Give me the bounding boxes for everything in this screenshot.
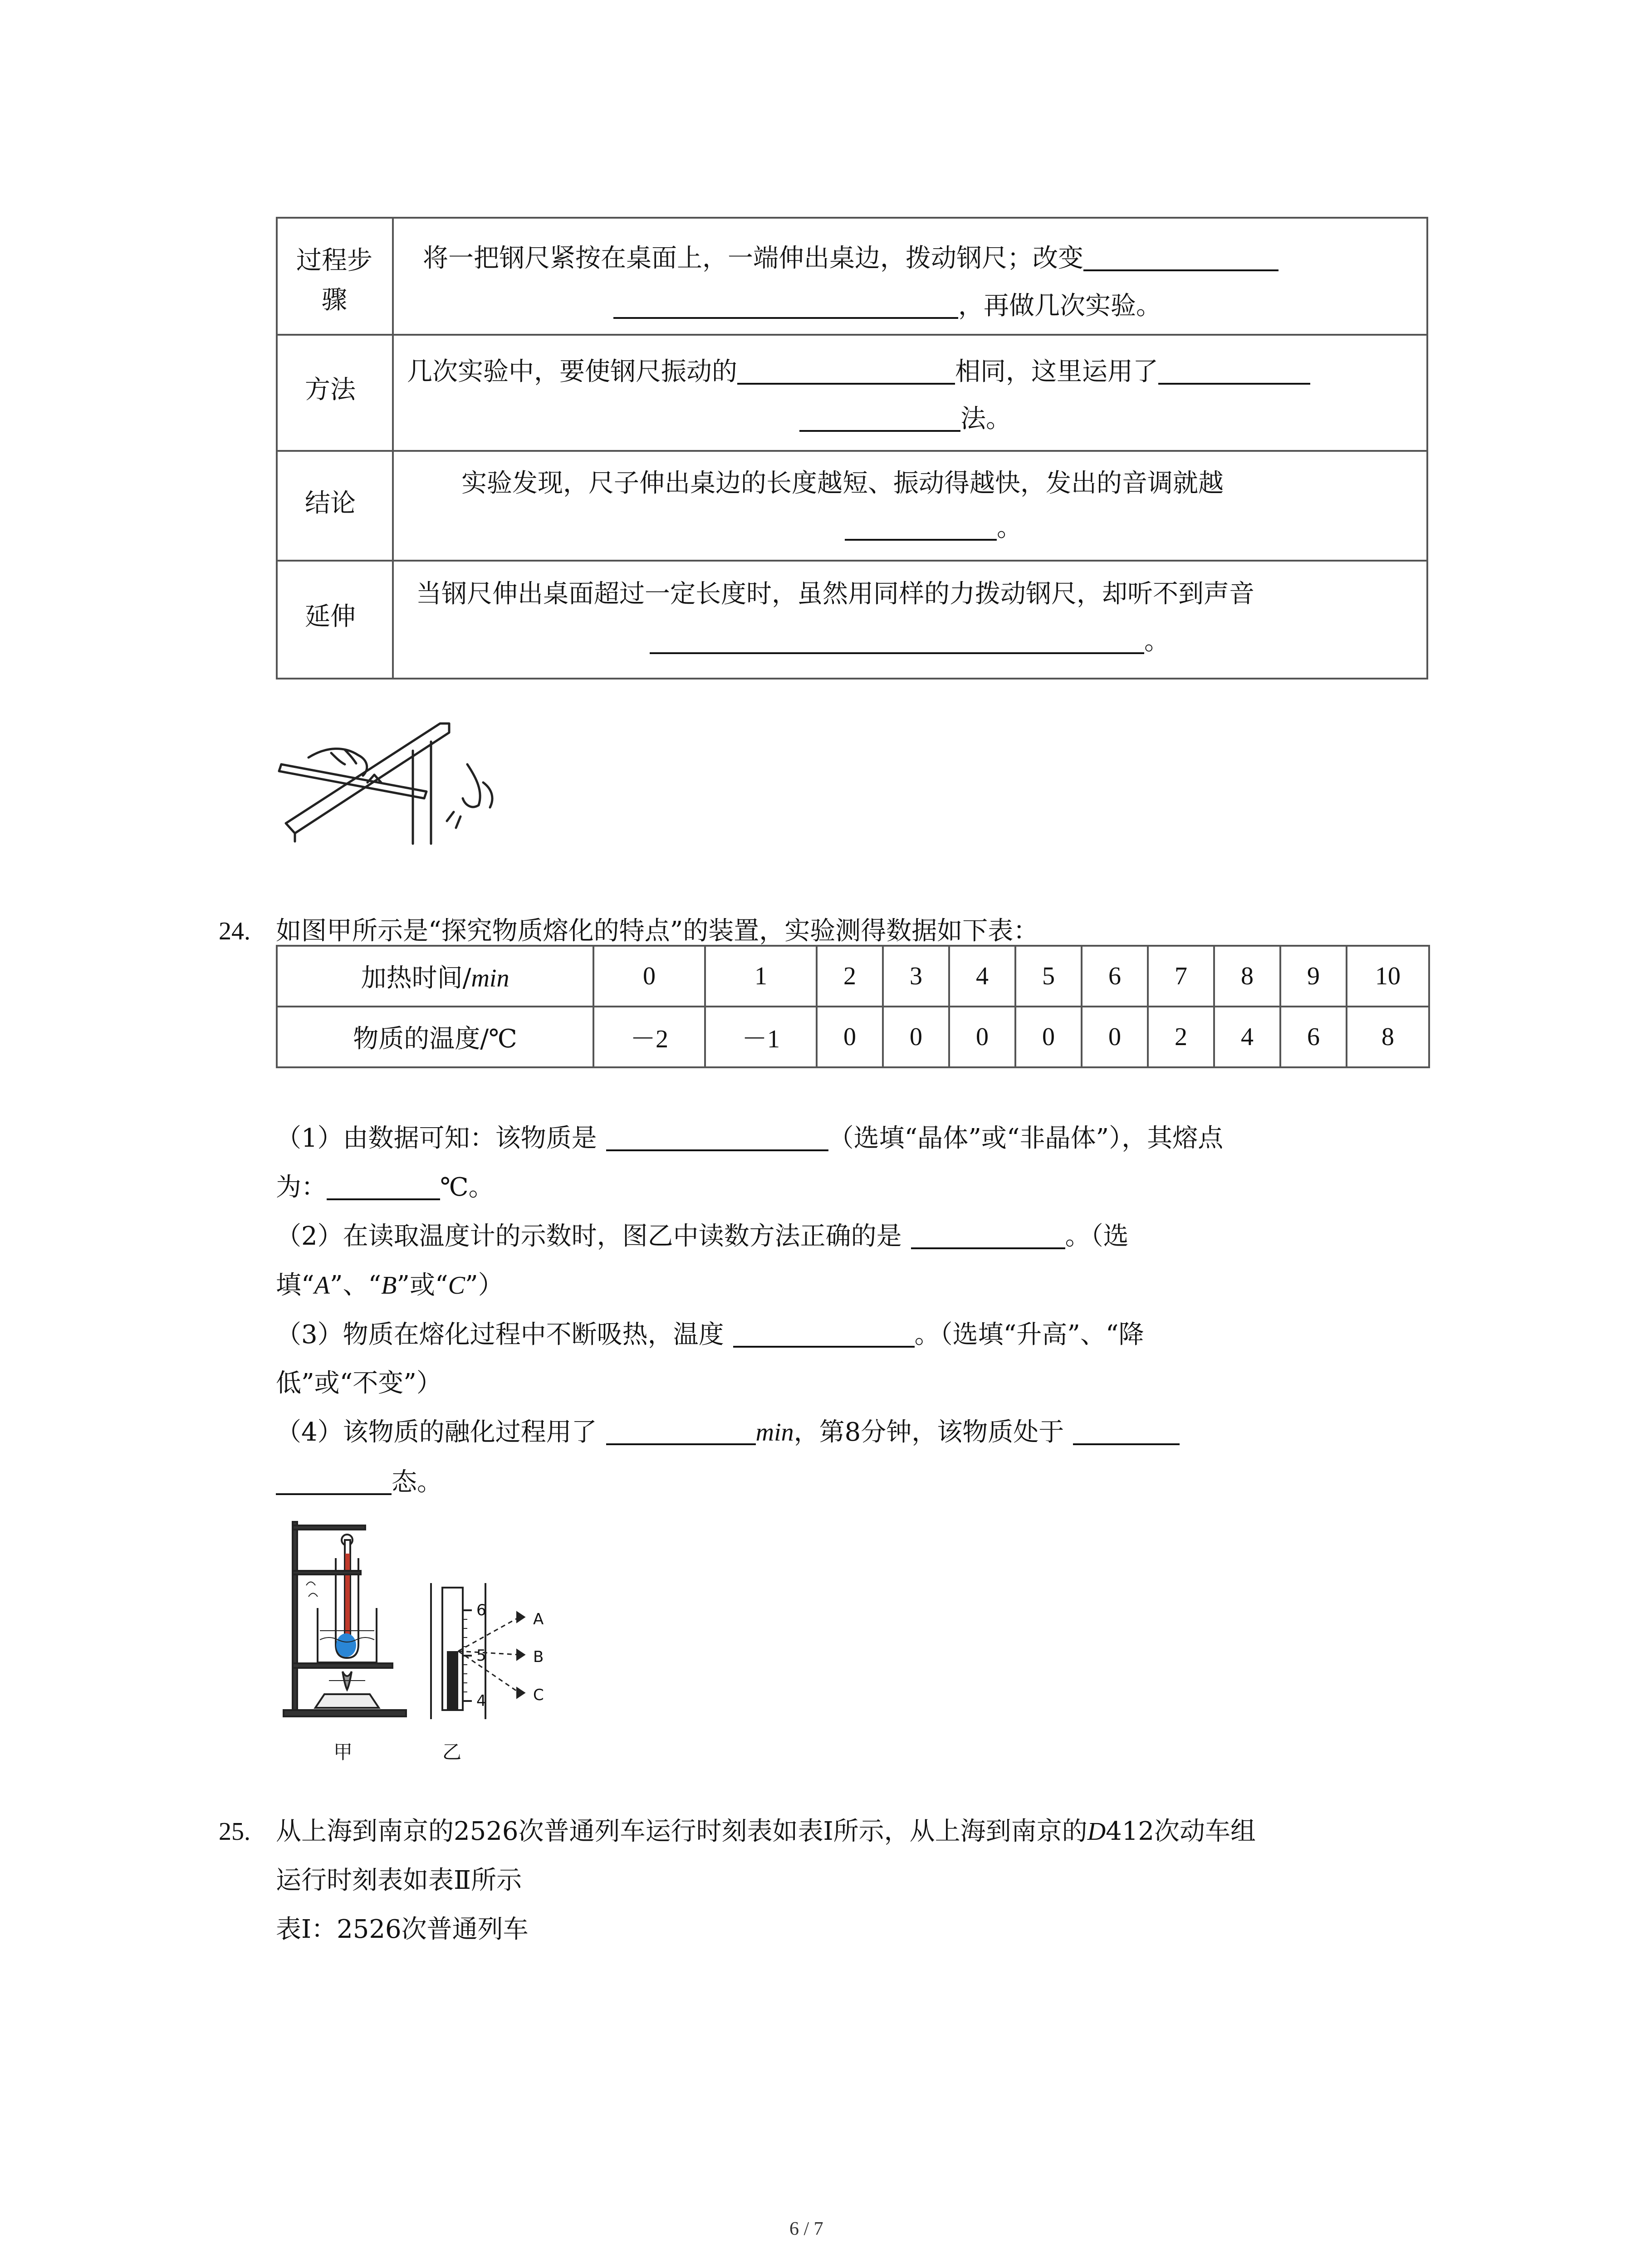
q24-4-blank-b[interactable]	[1073, 1420, 1180, 1445]
temp-cell: 0	[1015, 1007, 1082, 1067]
temp-cell: 0	[1082, 1007, 1148, 1067]
time-row-header: 加热时间/min	[277, 946, 593, 1007]
sight-label-a: A	[533, 1610, 544, 1628]
temp-cell: －2	[593, 1007, 705, 1067]
temp-cell: 2	[1148, 1007, 1214, 1067]
temp-cell: 6	[1280, 1007, 1347, 1067]
temp-cell: －1	[705, 1007, 817, 1067]
q25-line1-b: 412次动车组	[1106, 1817, 1256, 1846]
q25-line1: 从上海到南京的2526次普通列车运行时刻表如表Ⅰ所示，从上海到南京的	[276, 1817, 1087, 1846]
q24-2-blank[interactable]	[911, 1224, 1065, 1249]
time-cell: 10	[1347, 946, 1429, 1007]
process-blank-1[interactable]	[1083, 246, 1279, 271]
q24-1-text: （1）由数据可知：该物质是	[276, 1124, 597, 1153]
q24-1-blank-a[interactable]	[606, 1126, 828, 1151]
q25-line2: 运行时刻表如表Ⅱ所示	[276, 1866, 522, 1895]
conclusion-suffix: 。	[997, 513, 1022, 543]
page-number: 6 / 7	[789, 2219, 823, 2239]
q24-4-unit: min	[755, 1418, 794, 1447]
temp-cell: 0	[817, 1007, 883, 1067]
figure-label-yi: 乙	[442, 1741, 462, 1763]
time-cell: 3	[883, 946, 949, 1007]
time-cell: 4	[949, 946, 1015, 1007]
q24-3-text: （3）物质在熔化过程中不断吸热，温度	[276, 1320, 724, 1349]
time-cell: 2	[817, 946, 883, 1007]
temp-cell: 0	[949, 1007, 1015, 1067]
q24-3-text-c: 低”或“不变”）	[276, 1369, 442, 1398]
q24-4-text: （4）该物质的融化过程用了	[276, 1418, 597, 1447]
thermometer-reading-figure	[422, 1574, 572, 1728]
method-blank-1[interactable]	[737, 359, 955, 385]
q24-2-option-b: B	[381, 1271, 397, 1300]
extension-text: 当钢尺伸出桌面超过一定长度时，虽然用同样的力拨动钢尺，却听不到声音	[416, 579, 1254, 609]
row-label-method: 方法	[305, 375, 356, 405]
sight-label-b: B	[533, 1648, 544, 1666]
q24-2-text: （2）在读取温度计的示数时，图乙中读数方法正确的是	[276, 1222, 902, 1251]
conclusion-blank[interactable]	[845, 515, 997, 541]
q24-2-option-c: C	[448, 1271, 465, 1300]
q24-number: 24.	[219, 917, 250, 945]
q24-4-blank-c[interactable]	[276, 1470, 392, 1495]
temp-cell: 0	[883, 1007, 949, 1067]
temp-cell: 4	[1214, 1007, 1280, 1067]
time-cell: 1	[705, 946, 817, 1007]
melting-data-table	[276, 945, 1430, 1068]
method-blank-2[interactable]	[1158, 359, 1310, 385]
q24-1-blank-b[interactable]	[327, 1175, 440, 1200]
q24-4-text-b: ，第8分钟，该物质处于	[794, 1418, 1064, 1447]
conclusion-text: 实验发现，尺子伸出桌边的长度越短、振动得越快，发出的音调就越	[461, 469, 1224, 498]
time-cell: 7	[1148, 946, 1214, 1007]
q23-table	[276, 217, 1428, 679]
method-blank-3[interactable]	[799, 406, 960, 432]
time-cell: 0	[593, 946, 705, 1007]
thermometer-tick-4: 4	[476, 1692, 486, 1710]
q24-intro: 如图甲所示是“探究物质熔化的特点”的装置，实验测得数据如下表：	[276, 916, 1039, 946]
row-label-extension: 延伸	[305, 602, 356, 631]
extension-suffix: 。	[1144, 626, 1170, 656]
q25-number: 25.	[219, 1818, 250, 1846]
sight-label-c: C	[533, 1686, 544, 1704]
q24-2-text-d: ”、“	[329, 1271, 382, 1300]
method-text-mid: 相同，这里运用了	[955, 357, 1158, 386]
q24-1-text-d: ℃。	[440, 1173, 494, 1202]
thermometer-tick-5: 5	[476, 1647, 486, 1665]
process-blank-2[interactable]	[613, 293, 958, 319]
temp-row-header: 物质的温度/℃	[277, 1007, 593, 1067]
process-suffix: ，再做几次实验。	[958, 291, 1161, 321]
method-suffix: 法。	[960, 404, 1011, 434]
q24-2-text-f: ”）	[465, 1271, 504, 1300]
q24-4-blank-a[interactable]	[606, 1420, 756, 1445]
q24-1-text-c: 为：	[276, 1173, 327, 1202]
method-text: 几次实验中，要使钢尺振动的	[407, 357, 737, 386]
time-cell: 9	[1280, 946, 1347, 1007]
q24-4-text-c: 态。	[392, 1467, 442, 1497]
figure-label-jia: 甲	[333, 1741, 353, 1763]
q25-train-code: D	[1087, 1818, 1106, 1846]
q24-2-option-a: A	[314, 1271, 330, 1300]
time-cell: 5	[1015, 946, 1082, 1007]
q24-3-text-b: 。（选填“升高”、“降	[914, 1320, 1144, 1349]
process-text: 将一把钢尺紧按在桌面上，一端伸出桌边，拨动钢尺；改变	[423, 244, 1083, 273]
temp-cell: 8	[1347, 1007, 1429, 1067]
time-cell: 6	[1082, 946, 1148, 1007]
q24-1-text-b: （选填“晶体”或“非晶体”），其熔点	[828, 1124, 1224, 1153]
thermometer-tick-6: 6	[476, 1601, 486, 1619]
melting-apparatus-figure	[279, 1517, 415, 1730]
q25-line3: 表Ⅰ：2526次普通列车	[276, 1915, 529, 1944]
q24-2-text-b: 。（选	[1065, 1222, 1129, 1251]
row-label-process: 过程步骤	[296, 246, 372, 315]
extension-blank[interactable]	[650, 629, 1144, 654]
q24-2-text-e: ”或“	[397, 1271, 448, 1300]
row-label-conclusion: 结论	[305, 489, 356, 518]
ruler-experiment-figure	[277, 714, 513, 846]
q24-3-blank[interactable]	[733, 1322, 915, 1348]
time-cell: 8	[1214, 946, 1280, 1007]
q24-2-text-c: 填“	[276, 1271, 314, 1300]
